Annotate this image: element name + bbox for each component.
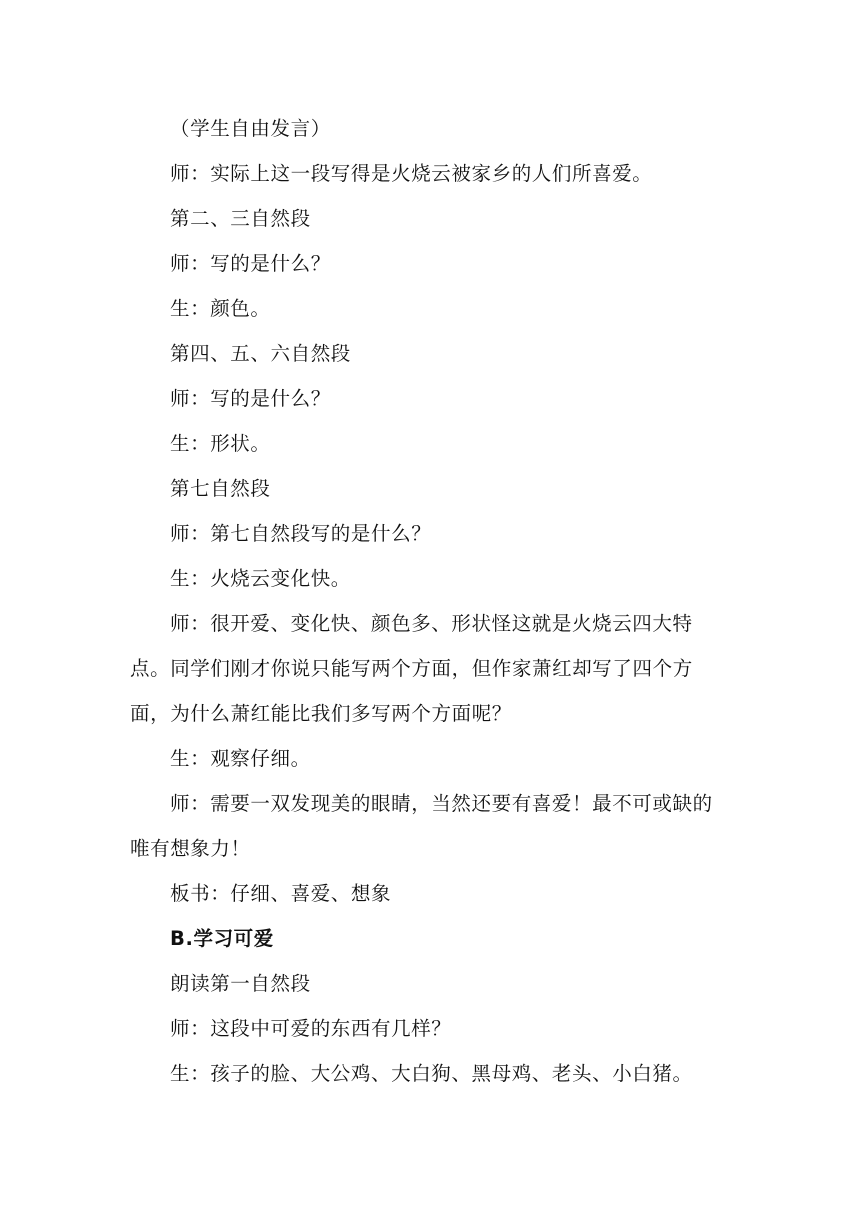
paragraph-student-answer-color: 生：颜色。 [170,297,271,320]
paragraph-student-answer-observe: 生：观察仔细。 [170,747,311,770]
paragraph-teacher-remark-1: 师：实际上这一段写得是火烧云被家乡的人们所喜爱。 [170,162,653,185]
section-heading-learn-cute: B.学习可爱 [170,927,274,950]
paragraph-student-answer-shape: 生：形状。 [170,432,271,455]
paragraph-teacher-question-1: 师：写的是什么？ [170,252,331,275]
paragraph-teacher-imagination: 师：需要一双发现美的眼睛，当然还要有喜爱！最不可或缺的唯有想象力！ [130,792,713,860]
paragraph-teacher-question-4: 师：这段中可爱的东西有几样？ [170,1017,452,1040]
paragraph-section-2-3: 第二、三自然段 [170,207,311,230]
paragraph-read-aloud: 朗读第一自然段 [170,972,311,995]
paragraph-student-free-speech: （学生自由发言） [170,117,331,140]
paragraph-teacher-question-3: 师：第七自然段写的是什么？ [170,522,432,545]
paragraph-section-7: 第七自然段 [170,477,271,500]
paragraph-teacher-summary: 师：很开爱、变化快、颜色多、形状怪这就是火烧云四大特点。同学们刚才你说只能写两个方面，但作家萧红却写了四个方面，为什么萧红能比我们多写两个方面呢？ [130,612,693,725]
paragraph-teacher-question-2: 师：写的是什么？ [170,387,331,410]
paragraph-student-answer-change: 生：火烧云变化快。 [170,567,351,590]
paragraph-section-4-5-6: 第四、五、六自然段 [170,342,351,365]
paragraph-blackboard-notes: 板书：仔细、喜爱、想象 [170,882,392,905]
document-body [130,106,730,1096]
paragraph-student-answer-list: 生：孩子的脸、大公鸡、大白狗、黑母鸡、老头、小白猪。 [170,1062,693,1085]
